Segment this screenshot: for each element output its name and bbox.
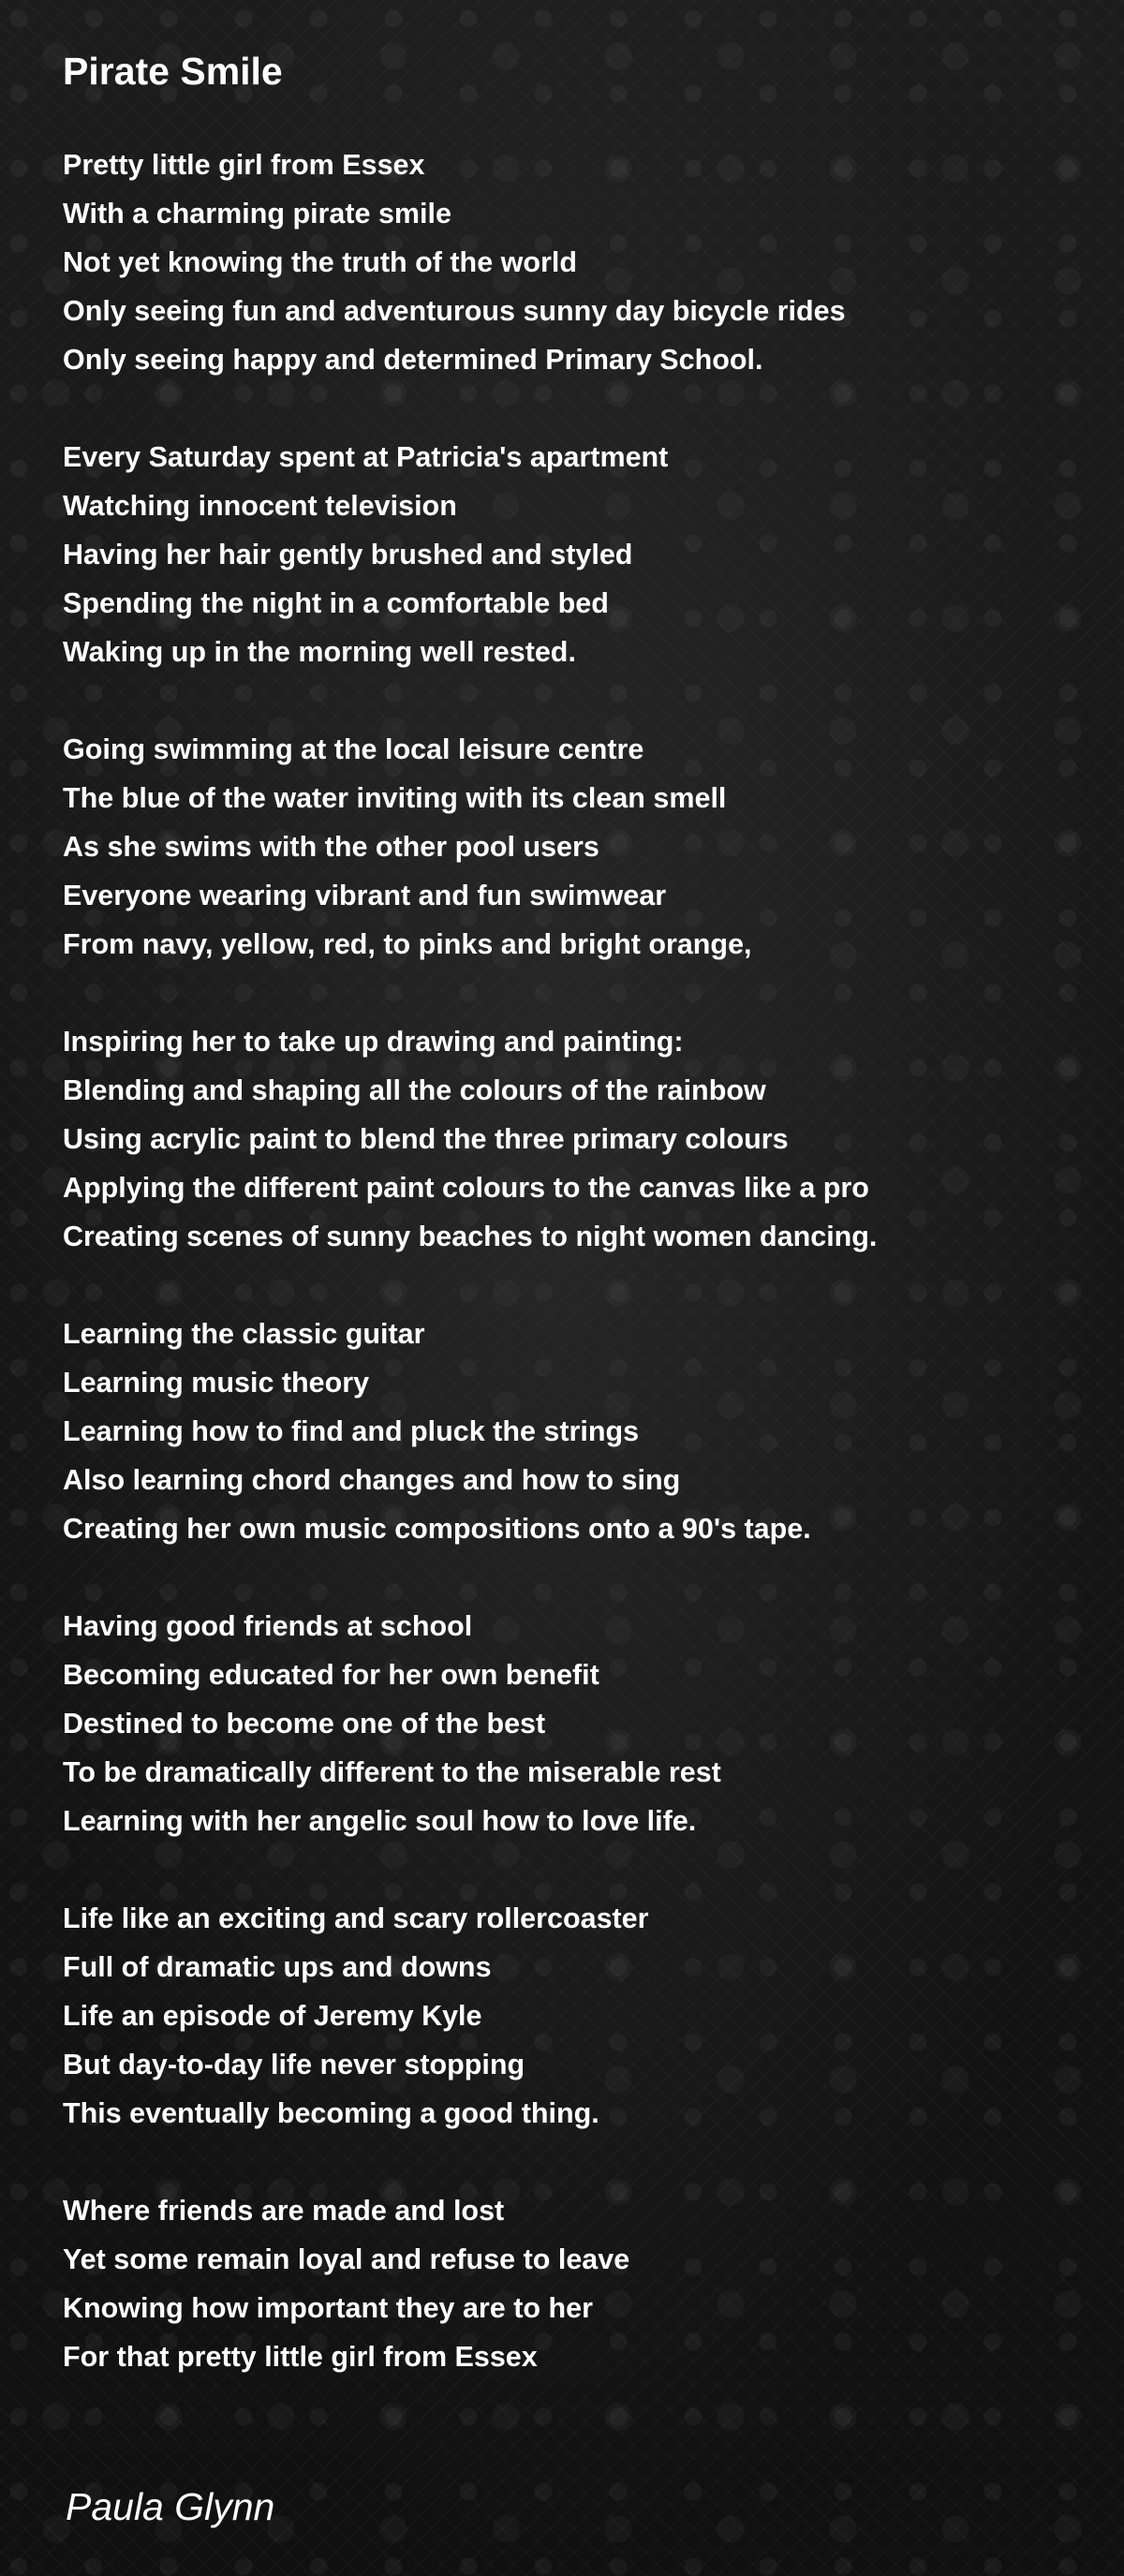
stanza-8 [63,2186,1074,2381]
poem-line: Only seeing happy and determined Primary School. [63,344,763,376]
poem-line: Using acrylic paint to blend the three primary colours [63,1123,789,1155]
poem-line: Blending and shaping all the colours of the rainbow [63,1074,766,1106]
stanza-5 [63,1310,1074,1553]
poem-line: With a charming pirate smile [63,198,451,229]
poem-line: Creating scenes of sunny beaches to night women dancing. [63,1221,878,1252]
poem-line: Learning music theory [63,1367,370,1399]
poem-line: This eventually becoming a good thing. [63,2097,599,2129]
poem-line: Learning with her angelic soul how to love life. [63,1805,697,1837]
poem-line: Becoming educated for her own benefit [63,1659,599,1691]
poem-line: To be dramatically different to the miserable rest [63,1756,721,1788]
poem-line: Knowing how important they are to her [63,2292,593,2324]
poem-line: The blue of the water inviting with its clean smell [63,782,727,814]
stanza-4 [63,1017,1074,1261]
poem-line: Watching innocent television [63,490,457,522]
stanza-7 [63,1894,1074,2138]
poem-line: Yet some remain loyal and refuse to leave [63,2243,630,2275]
poem-line: Life like an exciting and scary rollercoaster [63,1902,649,1934]
poem-line: Pretty little girl from Essex [63,149,425,181]
poem-line: Also learning chord changes and how to sing [63,1464,681,1496]
poem-line: Learning how to find and pluck the strings [63,1415,640,1447]
poem-line: Only seeing fun and adventurous sunny day bicycle rides [63,295,846,327]
poem-author: Paula Glynn [66,2485,275,2528]
poem-line: As she swims with the other pool users [63,831,599,863]
poem-line: From navy, yellow, red, to pinks and bright orange, [63,928,752,960]
poem-line: Everyone wearing vibrant and fun swimwear [63,880,667,911]
stanza-2 [63,433,1074,676]
poem-line: Destined to become one of the best [63,1708,546,1740]
stanza-1 [63,141,1074,384]
poem-line: Every Saturday spent at Patricia's apartment [63,441,669,473]
poem-line: Inspiring her to take up drawing and painting: [63,1026,684,1058]
stanza-3 [63,725,1074,969]
poem-line: Not yet knowing the truth of the world [63,246,577,278]
poem-line: Going swimming at the local leisure centre [63,733,644,765]
poem-title: Pirate Smile [63,50,283,93]
poem-line: But day-to-day life never stopping [63,2049,525,2080]
stanza-6 [63,1602,1074,1845]
poem-line: Learning the classic guitar [63,1318,425,1350]
poem-line: Full of dramatic ups and downs [63,1951,492,1983]
poem-container [63,0,1074,2576]
poem-line: Spending the night in a comfortable bed [63,587,609,619]
poem-line: Creating her own music compositions onto a 90's tape. [63,1513,811,1545]
poem-line: Life an episode of Jeremy Kyle [63,2000,482,2032]
poem-line: Applying the different paint colours to the canvas like a pro [63,1172,869,1204]
poem-line: Having good friends at school [63,1610,473,1642]
poem-line: For that pretty little girl from Essex [63,2341,538,2373]
poem-line: Having her hair gently brushed and styled [63,539,633,570]
poem-line: Waking up in the morning well rested. [63,636,576,668]
poem-line: Where friends are made and lost [63,2195,505,2227]
poem-body [63,141,1074,2381]
